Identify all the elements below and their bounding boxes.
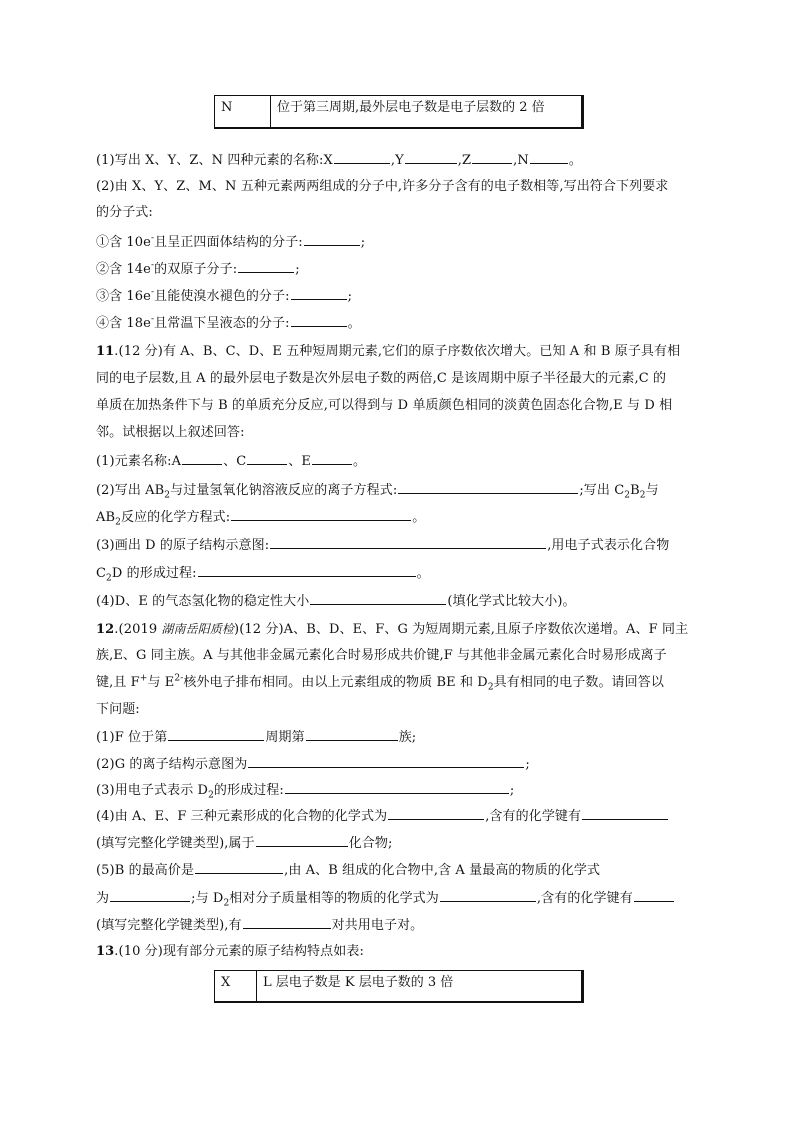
table-description: L 层电子数是 K 层电子数的 3 倍: [263, 975, 454, 990]
q10-item1: ①含 10e-且呈正四面体结构的分子: ;: [96, 233, 366, 250]
table-description-cell: [257, 971, 459, 1001]
q11-part2-cont: $AB_2$反应的化学方程式: 。: [96, 507, 425, 528]
answer-blank[interactable]: [195, 860, 283, 874]
answer-blank[interactable]: [182, 451, 222, 465]
q11-line2: 同的电子层数,且 A 的最外层电子数是次外层电子数的两倍,C 是该周期中原子半径最大的元素,C 的: [96, 371, 667, 386]
question-source: 湖南岳阳质检: [161, 622, 235, 636]
q11-part4: (4)D、E 的气态氢化物的稳定性大小 (填化学式比较大小)。: [96, 591, 576, 612]
q12-line4: 下问题:: [96, 702, 140, 717]
answer-blank[interactable]: [310, 591, 446, 605]
q11-part2: (2)写出 $AB_2$与过量氢氧化钠溶液反应的离子方程式: ;写出 $C_2B_2$与: [96, 480, 659, 501]
q10-part2-line2: 的分子式:: [96, 205, 153, 220]
answer-blank[interactable]: [634, 888, 674, 902]
question-number: 12: [96, 622, 115, 637]
answer-blank[interactable]: [440, 888, 536, 902]
q12-part2: (2)G 的离子结构示意图为 ;: [96, 754, 530, 775]
answer-blank[interactable]: [198, 563, 416, 577]
q11-part3: (3)画出 D 的原子结构示意图: ,用电子式表示化合物: [96, 535, 669, 556]
q10-item2: ②含 14e-的双原子分子: ;: [96, 260, 300, 277]
question-number: 11: [96, 344, 115, 359]
table-symbol: X: [221, 975, 231, 990]
answer-blank[interactable]: [168, 727, 264, 741]
element-table-top: [214, 95, 584, 129]
answer-blank[interactable]: [248, 754, 524, 768]
answer-blank[interactable]: [291, 313, 347, 327]
answer-blank[interactable]: [582, 806, 668, 820]
answer-blank[interactable]: [398, 480, 578, 494]
q12-part5: (5)B 的最高价是 ,由 A、B 组成的化合物中,含 A 量最高的物质的化学式: [96, 860, 600, 881]
table-description: 位于第三周期,最外层电子数是电子层数的 2 倍: [277, 100, 545, 115]
answer-blank[interactable]: [285, 780, 509, 794]
q12-part5-cont2: (填写完整化学键类型),有 对共用电子对。: [96, 915, 423, 936]
answer-blank[interactable]: [291, 286, 347, 300]
q11-part1: (1)元素名称:A 、C 、E 。: [96, 451, 366, 472]
answer-blank[interactable]: [247, 451, 287, 465]
answer-blank[interactable]: [256, 833, 348, 847]
answer-blank[interactable]: [238, 259, 294, 273]
q12-line3: 键,且 F+与 $E^{2-}$核外电子排布相同。由以上元素组成的物质 BE 和 $D_2$具有相同的电子数。请回答以: [96, 673, 664, 693]
q11-line3: 单质在加热条件下与 B 的单质充分反应,可以得到与 D 单质颜色相同的淡黄色固态化合物,E 与 D 相: [96, 398, 673, 413]
q11-line4: 邻。试根据以上叙述回答:: [96, 425, 245, 440]
q11-part3-cont: $C_2D$ 的形成过程: 。: [96, 563, 430, 584]
q12-part4: (4)由 A、E、F 三种元素形成的化合物的化学式为 ,含有的化学键有: [96, 806, 669, 827]
q10-item4: ④含 18e-且常温下呈液态的分子: 。: [96, 314, 361, 331]
q12-part1: (1)F 位于第 周期第 族;: [96, 727, 416, 748]
q10-part1: (1)写出 X、Y、Z、N 四种元素的名称:X ,Y ,Z ,N 。: [96, 150, 582, 171]
q10-part2-line1: (2)由 X、Y、Z、M、N 五种元素两两组成的分子中,许多分子含有的电子数相等,写出符合下列要求: [96, 179, 669, 194]
table-symbol-cell: [215, 971, 257, 1001]
q12-line1: 12.(2019 湖南岳阳质检)(12 分)A、B、D、E、F、G 为短周期元素,且原子序数依次递增。A、F 同主: [96, 622, 689, 637]
q12-part5-cont: 为 ;与 $D_2$相对分子质量相等的物质的化学式为 ,含有的化学键有: [96, 888, 675, 909]
question-number: 13: [96, 944, 115, 959]
q11-line1: 11.(12 分)有 A、B、C、D、E 五种短周期元素,它们的原子序数依次增大。已知 A 和 B 原子具有相: [96, 344, 681, 359]
answer-blank[interactable]: [334, 150, 390, 164]
answer-blank[interactable]: [231, 507, 411, 521]
answer-blank[interactable]: [405, 150, 457, 164]
answer-blank[interactable]: [306, 727, 398, 741]
q10-item3: ③含 16e-且能使溴水褪色的分子: ;: [96, 287, 353, 304]
answer-blank[interactable]: [110, 888, 190, 902]
element-table-bottom: [214, 970, 584, 1003]
answer-blank[interactable]: [243, 915, 331, 929]
answer-blank[interactable]: [304, 232, 360, 246]
answer-blank[interactable]: [388, 806, 484, 820]
q12-part4-cont: (填写完整化学键类型),属于 化合物;: [96, 833, 392, 854]
table-description-cell: [271, 96, 551, 127]
table-symbol-cell: [215, 96, 271, 127]
q12-line2: 族,E、G 同主族。A 与其他非金属元素化合时易形成共价键,F 与其他非金属元素化合时易形成离子: [96, 648, 667, 663]
q12-part3: (3)用电子式表示 $D_2$的形成过程: ;: [96, 780, 514, 801]
q13-line1: 13.(10 分)现有部分元素的原子结构特点如表:: [96, 944, 364, 959]
table-symbol: N: [221, 100, 233, 115]
answer-blank[interactable]: [270, 535, 546, 549]
answer-blank[interactable]: [530, 150, 568, 164]
answer-blank[interactable]: [472, 150, 512, 164]
answer-blank[interactable]: [312, 451, 352, 465]
